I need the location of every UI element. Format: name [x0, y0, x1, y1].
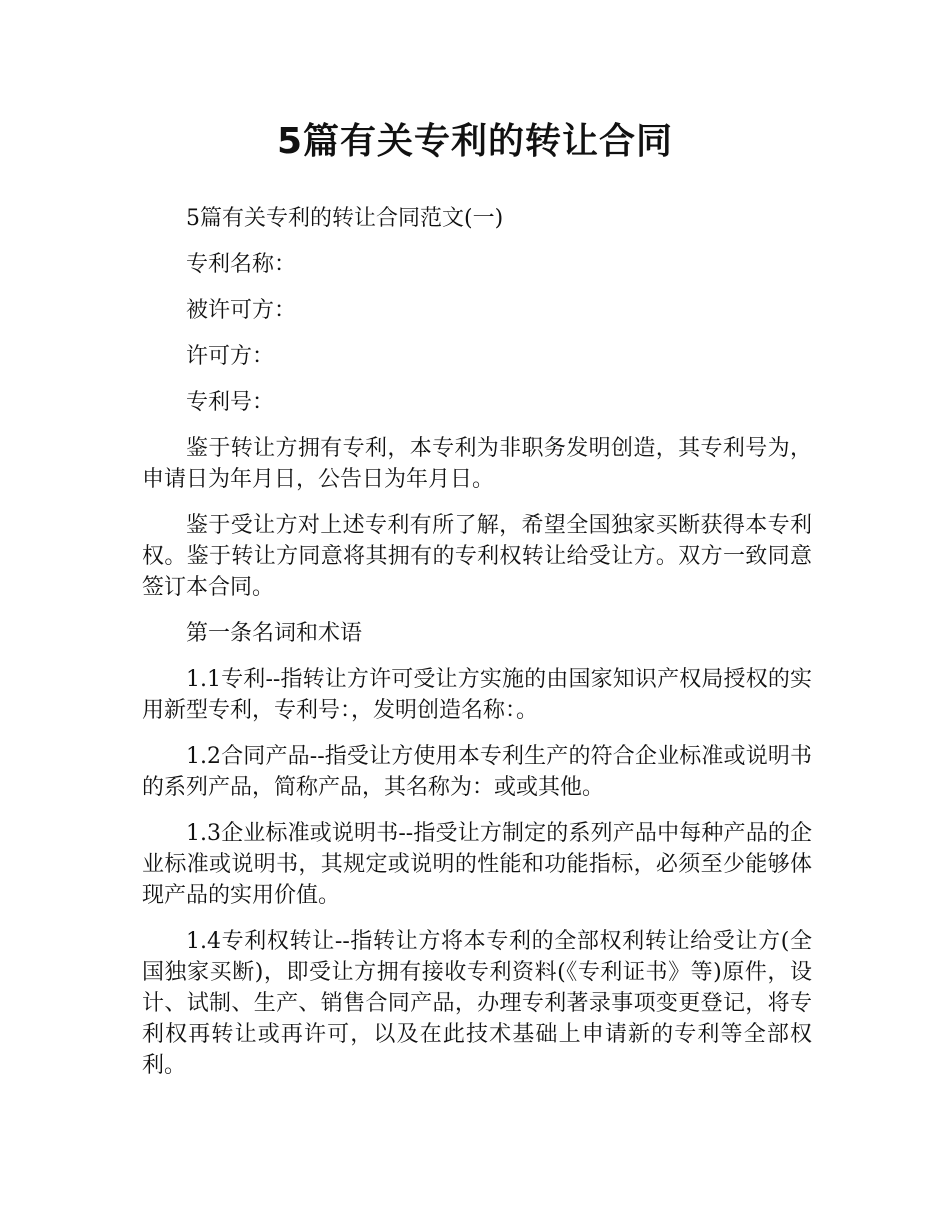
- paragraph-recital-2: 鉴于受让方对上述专利有所了解，希望全国独家买断获得本专利权。鉴于转让方同意将其拥有的专利权转让给受让方。双方一致同意签订本合同。: [142, 513, 812, 600]
- paragraph-heading: 5篇有关专利的转让合同范文(一): [186, 206, 504, 231]
- paragraph-recital-1: 鉴于转让方拥有专利，本专利为非职务发明创造，其专利号为，申请日为年月日，公告日为年月日。: [142, 436, 812, 492]
- paragraph-patent-name: 专利名称：: [186, 252, 297, 277]
- paragraph-patent-number: 专利号：: [186, 390, 275, 415]
- paragraph-article-1: 第一条名词和术语: [186, 621, 363, 646]
- paragraph-clause-1-4: 1.4专利权转让--指转让方将本专利的全部权利转让给受让方(全国独家买断)，即受让方拥有接收专利资料(《专利证书》等)原件，设计、试制、生产、销售合同产品，办理专利著录事项变更登记，将专利权再转让或再许可，以及在此技术基础上申请新的专利等全部权利。: [142, 929, 812, 1078]
- paragraph-licensor: 许可方：: [186, 344, 275, 369]
- paragraph-clause-1-3: 1.3企业标准或说明书--指受让方制定的系列产品中每种产品的企业标准或说明书，其规定或说明的性能和功能指标，必须至少能够体现产品的实用价值。: [142, 821, 812, 908]
- paragraph-clause-1-2: 1.2合同产品--指受让方使用本专利生产的符合企业标准或说明书的系列产品，简称产品，其名称为：或或其他。: [142, 744, 812, 800]
- document-body: [142, 203, 812, 1096]
- document-title: 5篇有关专利的转让合同: [276, 121, 674, 162]
- paragraph-clause-1-1: 1.1专利--指转让方许可受让方实施的由国家知识产权局授权的实用新型专利，专利号：，发明创造名称：。: [142, 667, 812, 723]
- paragraph-licensee: 被许可方：: [186, 298, 297, 323]
